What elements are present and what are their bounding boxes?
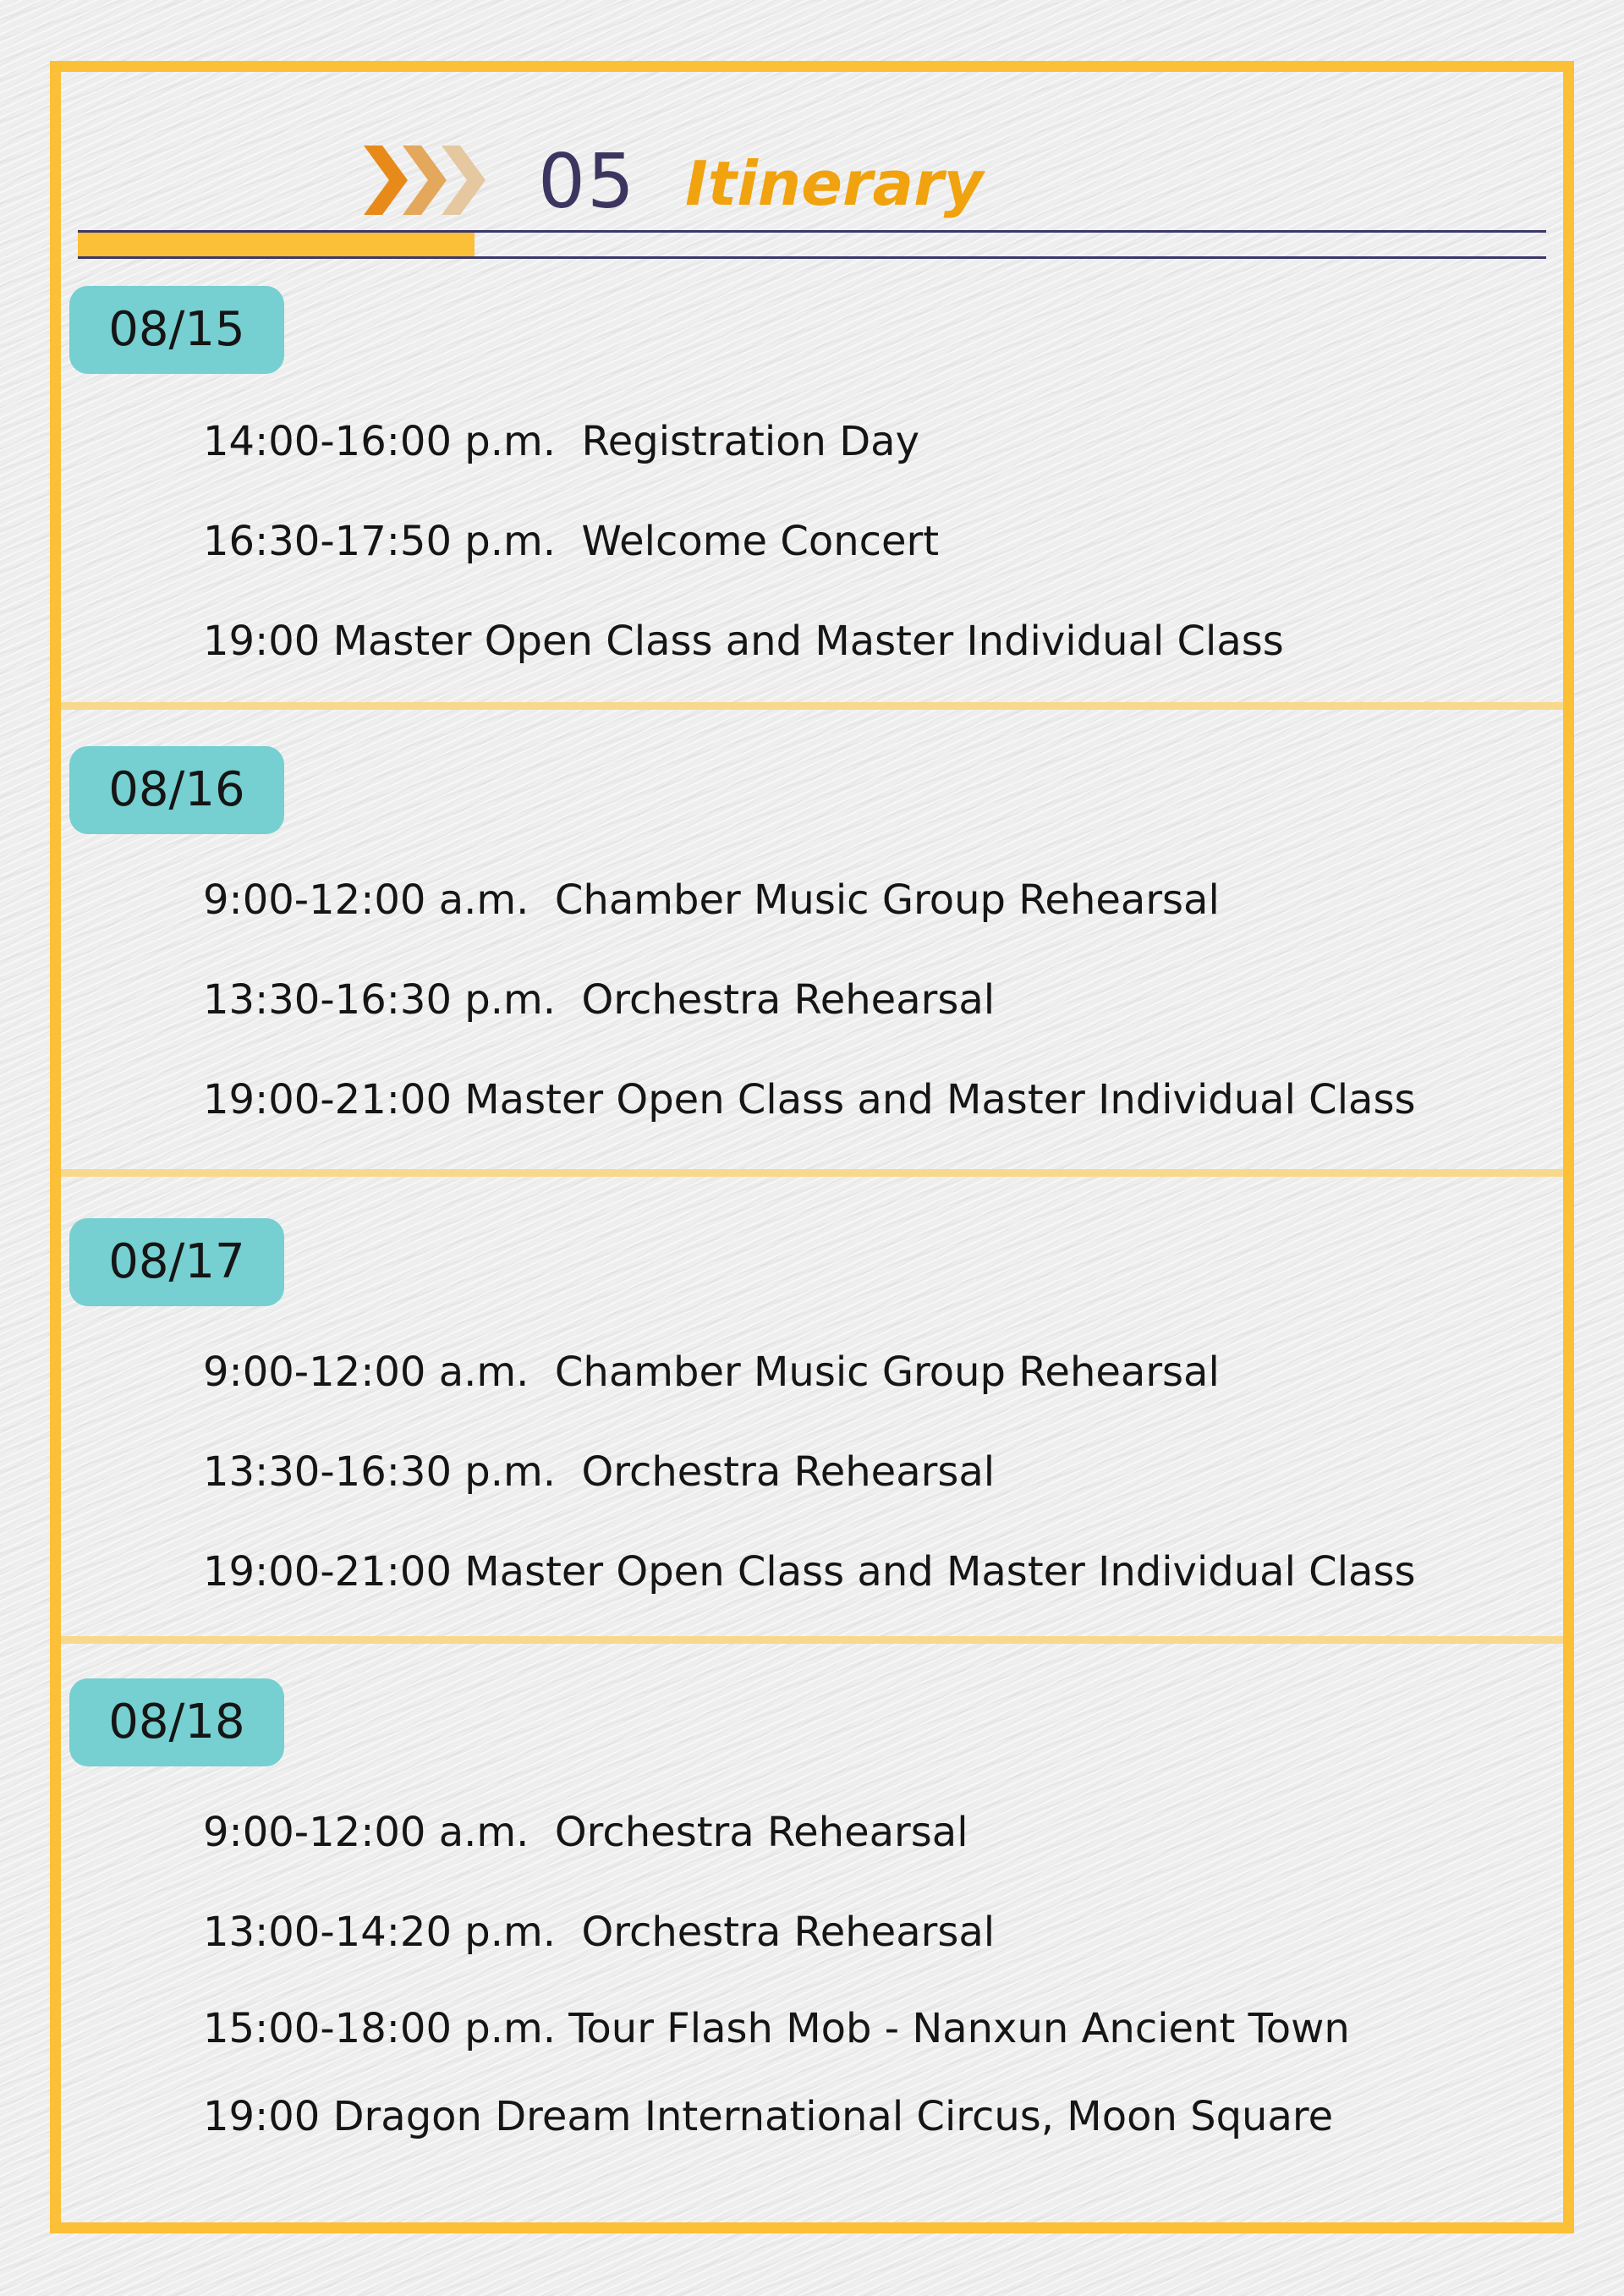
title-progress-bar	[78, 233, 475, 256]
chevrons-icon	[364, 142, 491, 218]
date-badge: 08/17	[69, 1218, 284, 1306]
day-divider	[61, 702, 1563, 710]
date-badge: 08/15	[69, 286, 284, 374]
date-badge: 08/16	[69, 746, 284, 834]
event-item: 19:00-21:00 Master Open Class and Master Individual Class	[203, 1076, 1416, 1123]
event-item: 9:00-12:00 a.m. Chamber Music Group Rehearsal	[203, 1348, 1220, 1396]
page-title: Itinerary	[685, 148, 984, 219]
section-number: 05	[538, 138, 636, 225]
date-badge: 08/18	[69, 1678, 284, 1766]
event-item: 16:30-17:50 p.m. Welcome Concert	[203, 518, 940, 565]
event-item: 19:00 Dragon Dream International Circus, Moon Square	[203, 2093, 1334, 2140]
event-item: 13:00-14:20 p.m. Orchestra Rehearsal	[203, 1909, 996, 1956]
day-divider	[61, 1169, 1563, 1177]
day-divider	[61, 1636, 1563, 1644]
event-item: 19:00 Master Open Class and Master Individual Class	[203, 618, 1284, 665]
event-item: 15:00-18:00 p.m. Tour Flash Mob - Nanxun Ancient Town	[203, 2005, 1350, 2052]
event-item: 14:00-16:00 p.m. Registration Day	[203, 418, 919, 465]
event-item: 9:00-12:00 a.m. Chamber Music Group Rehearsal	[203, 876, 1220, 924]
event-item: 13:30-16:30 p.m. Orchestra Rehearsal	[203, 976, 996, 1024]
event-item: 19:00-21:00 Master Open Class and Master Individual Class	[203, 1548, 1416, 1596]
event-item: 13:30-16:30 p.m. Orchestra Rehearsal	[203, 1448, 996, 1496]
event-item: 9:00-12:00 a.m. Orchestra Rehearsal	[203, 1809, 968, 1856]
